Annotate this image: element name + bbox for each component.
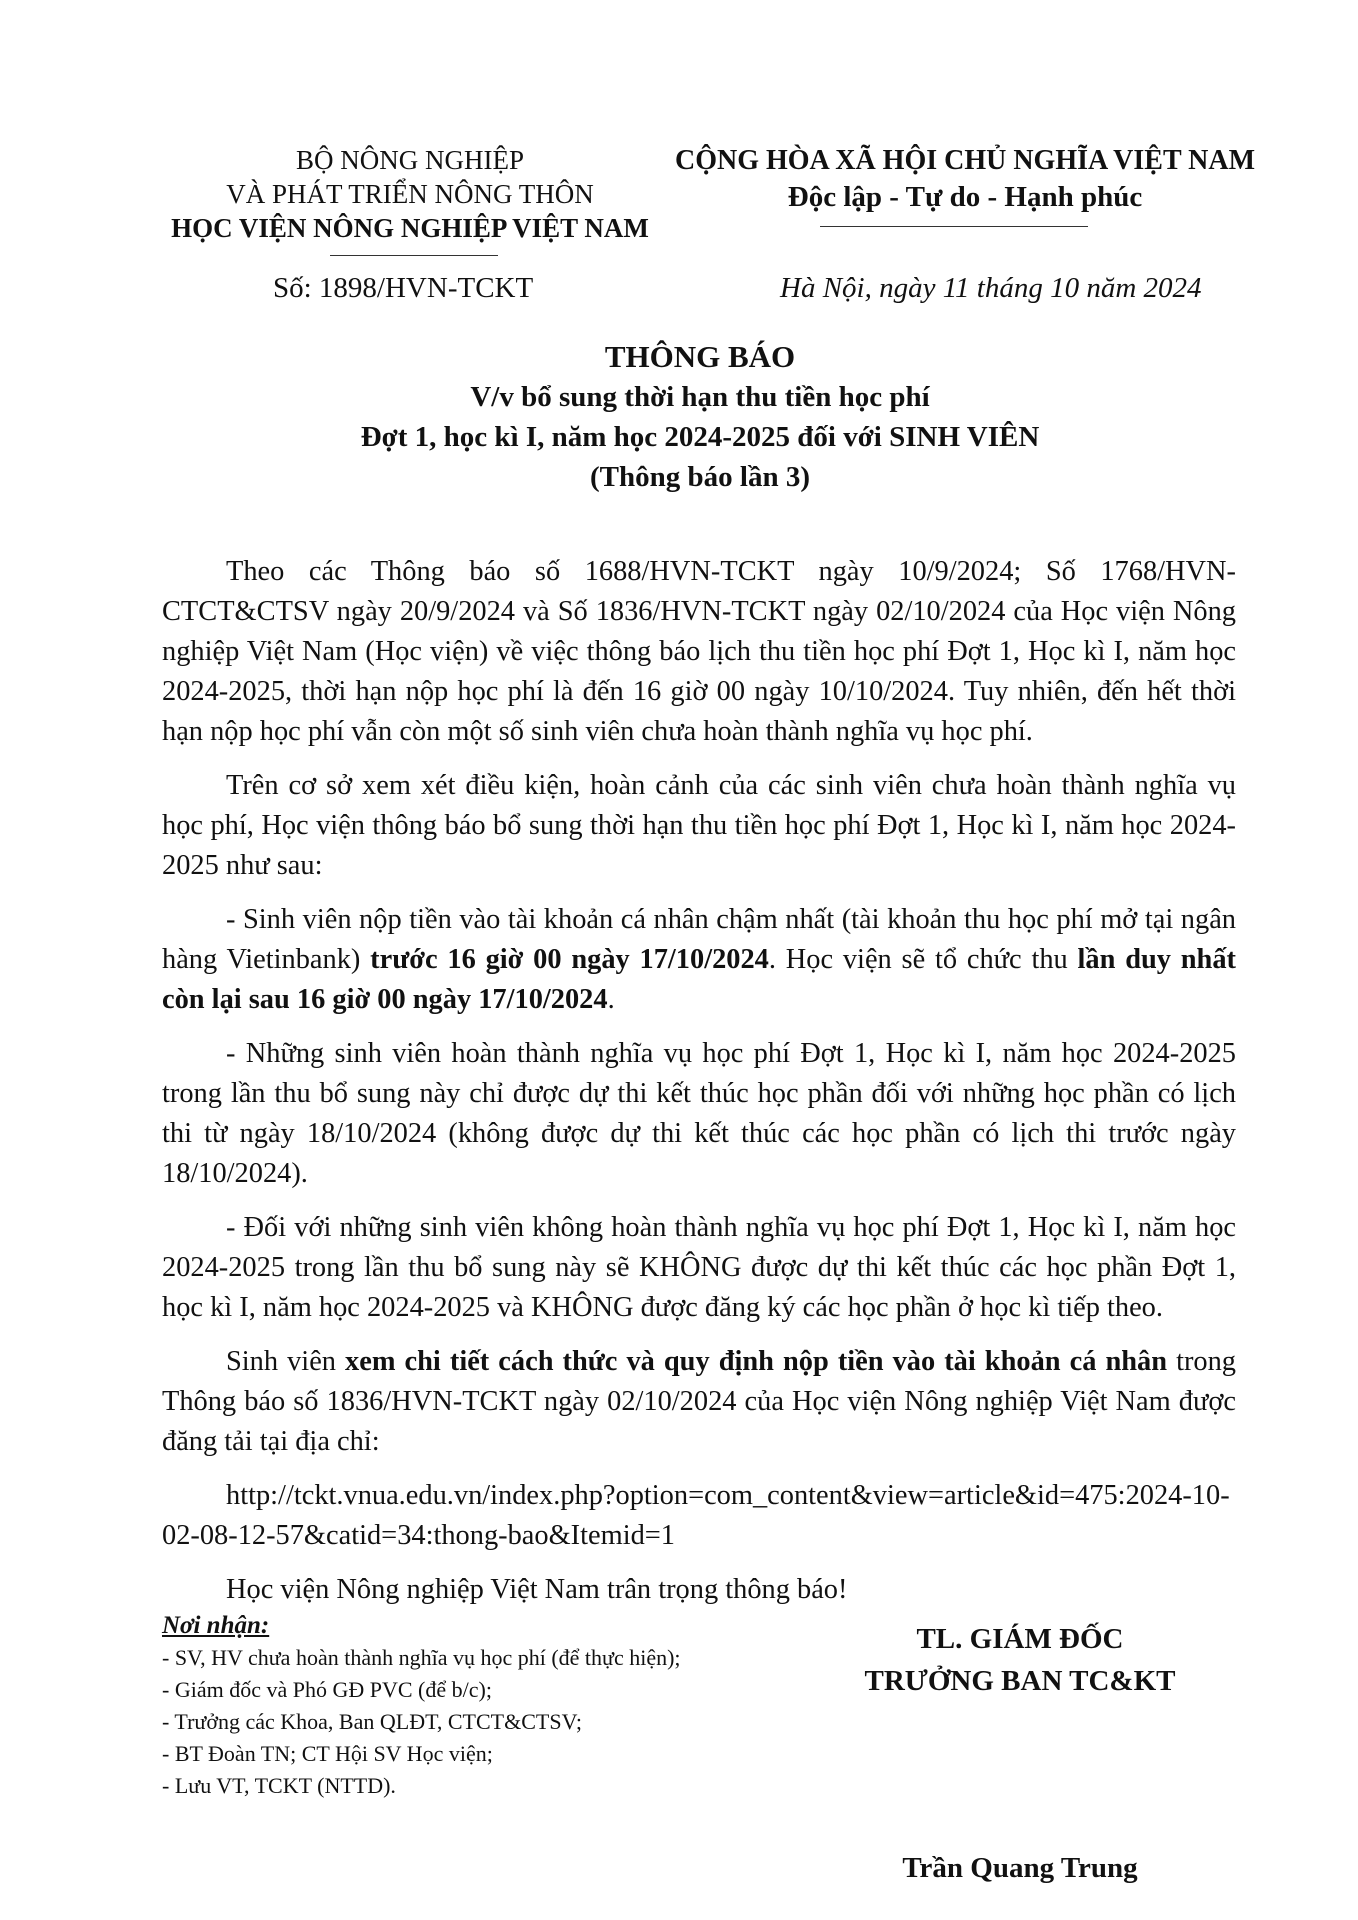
national-header xyxy=(660,143,1270,215)
issuer-underline xyxy=(330,255,498,256)
national-title: CỘNG HÒA XÃ HỘI CHỦ NGHĨA VIỆT NAM xyxy=(674,145,1256,176)
title-subject-line2: Đợt 1, học kì I, năm học 2024-2025 đối với SINH VIÊN xyxy=(360,421,1040,453)
paragraph-announcement: Trên cơ sở xem xét điều kiện, hoàn cảnh của các sinh viên chưa hoàn thành nghĩa vụ học phí, Học viện thông báo bổ sung thời hạn thu tiền học phí Đợt 1, Học kì I, năm học 2024-2025 như sau: xyxy=(162,770,1236,881)
recipient-item: - Lưu VT, TCKT (NTTD). xyxy=(162,1773,396,1798)
academy-name: HỌC VIỆN NÔNG NGHIỆP VIỆT NAM xyxy=(171,213,649,243)
paragraph-background: Theo các Thông báo số 1688/HVN-TCKT ngày 10/9/2024; Số 1768/HVN-CTCT&CTSV ngày 20/9/2024 và Số 1836/HVN-TCKT ngày 02/10/2024 của Học viện Nông nghiệp Việt Nam (Học viện) về việc thông báo lịch thu tiền học phí Đợt 1, Học kì I, năm học 2024-2025, thời hạn nộp học phí là đến 16 giờ 00 ngày 10/10/2024. Tuy nhiên, đến hết thời hạn nộp học phí vẫn còn một số sinh viên chưa hoàn thành nghĩa vụ học phí. xyxy=(162,556,1236,747)
paragraph-completed-students: - Những sinh viên hoàn thành nghĩa vụ học phí Đợt 1, Học kì I, năm học 2024-2025 trong lần thu bổ sung này chỉ được dự thi kết thúc học phần đối với những học phần có lịch thi từ ngày 18/10/2024 (không được dự thi kết thúc các học phần có lịch thi trước ngày 18/10/2024). xyxy=(162,1038,1236,1189)
recipient-item: - Giám đốc và Phó GĐ PVC (để b/c); xyxy=(162,1677,492,1702)
instructions-emphasis: xem chi tiết cách thức và quy định nộp tiền vào tài khoản cá nhân xyxy=(345,1346,1168,1377)
recipient-item: - BT Đoàn TN; CT Hội SV Học viện; xyxy=(162,1741,493,1766)
document-body xyxy=(162,552,1236,1624)
reference-url[interactable]: http://tckt.vnua.edu.vn/index.php?option=com_content&view=article&id=475:2024-10-02-08-12-57&catid=34:thong-bao&Itemid=1 xyxy=(162,1480,1230,1551)
motto-underline xyxy=(820,226,1088,227)
recipients-title: Nơi nhận: xyxy=(162,1612,270,1639)
title-subject-line1: V/v bổ sung thời hạn thu tiền học phí xyxy=(470,381,930,413)
deadline-emphasis: trước 16 giờ 00 ngày 17/10/2024 xyxy=(370,944,769,975)
closing-line: Học viện Nông nghiệp Việt Nam trân trọng thông báo! xyxy=(226,1574,848,1605)
recipient-item: - SV, HV chưa hoàn thành nghĩa vụ học phí (để thực hiện); xyxy=(162,1645,681,1670)
recipient-item: - Trưởng các Khoa, Ban QLĐT, CTCT&CTSV; xyxy=(162,1709,582,1734)
signature-authority: TL. GIÁM ĐỐC xyxy=(916,1623,1124,1655)
signer-name: Trần Quang Trung xyxy=(902,1852,1138,1884)
recipients-block xyxy=(162,1610,842,1802)
ministry-name-line2: VÀ PHÁT TRIỂN NÔNG THÔN xyxy=(226,179,594,209)
final-collection-emphasis: lần duy nhất còn lại sau 16 giờ 00 ngày 17/10/2024 xyxy=(162,944,1236,1015)
document-date: Hà Nội, ngày 11 tháng 10 năm 2024 xyxy=(780,272,1202,304)
paragraph-incomplete-students: - Đối với những sinh viên không hoàn thành nghĩa vụ học phí Đợt 1, Học kì I, năm học 2024-2025 trong lần thu bổ sung này sẽ KHÔNG được dự thi kết thúc các học phần Đợt 1, học kì I, năm học 2024-2025 và KHÔNG được đăng ký các học phần ở học kì tiếp theo. xyxy=(162,1212,1236,1323)
signature-position: TRƯỞNG BAN TC&KT xyxy=(864,1665,1176,1697)
ministry-name-line1: BỘ NÔNG NGHIỆP xyxy=(296,145,524,175)
title-main: THÔNG BÁO xyxy=(604,339,796,374)
issuer-header xyxy=(140,143,680,245)
signature-block xyxy=(820,1618,1220,1702)
title-subject-line3: (Thông báo lần 3) xyxy=(590,461,810,493)
paragraph-deadline: - Sinh viên nộp tiền vào tài khoản cá nhân chậm nhất (tài khoản thu học phí mở tại ngân hàng Vietinbank) trước 16 giờ 00 ngày 17/10/2024. Học viện sẽ tổ chức thu lần duy nhất còn lại sau 16 giờ 00 ngày 17/10/2024. xyxy=(162,904,1236,1015)
paragraph-instructions: Sinh viên xem chi tiết cách thức và quy định nộp tiền vào tài khoản cá nhân trong Thông báo số 1836/HVN-TCKT ngày 02/10/2024 của Học viện Nông nghiệp Việt Nam được đăng tải tại địa chỉ: xyxy=(162,1346,1237,1457)
document-number: Số: 1898/HVN-TCKT xyxy=(273,272,534,304)
national-motto: Độc lập - Tự do - Hạnh phúc xyxy=(787,181,1143,213)
document-title xyxy=(160,337,1240,497)
